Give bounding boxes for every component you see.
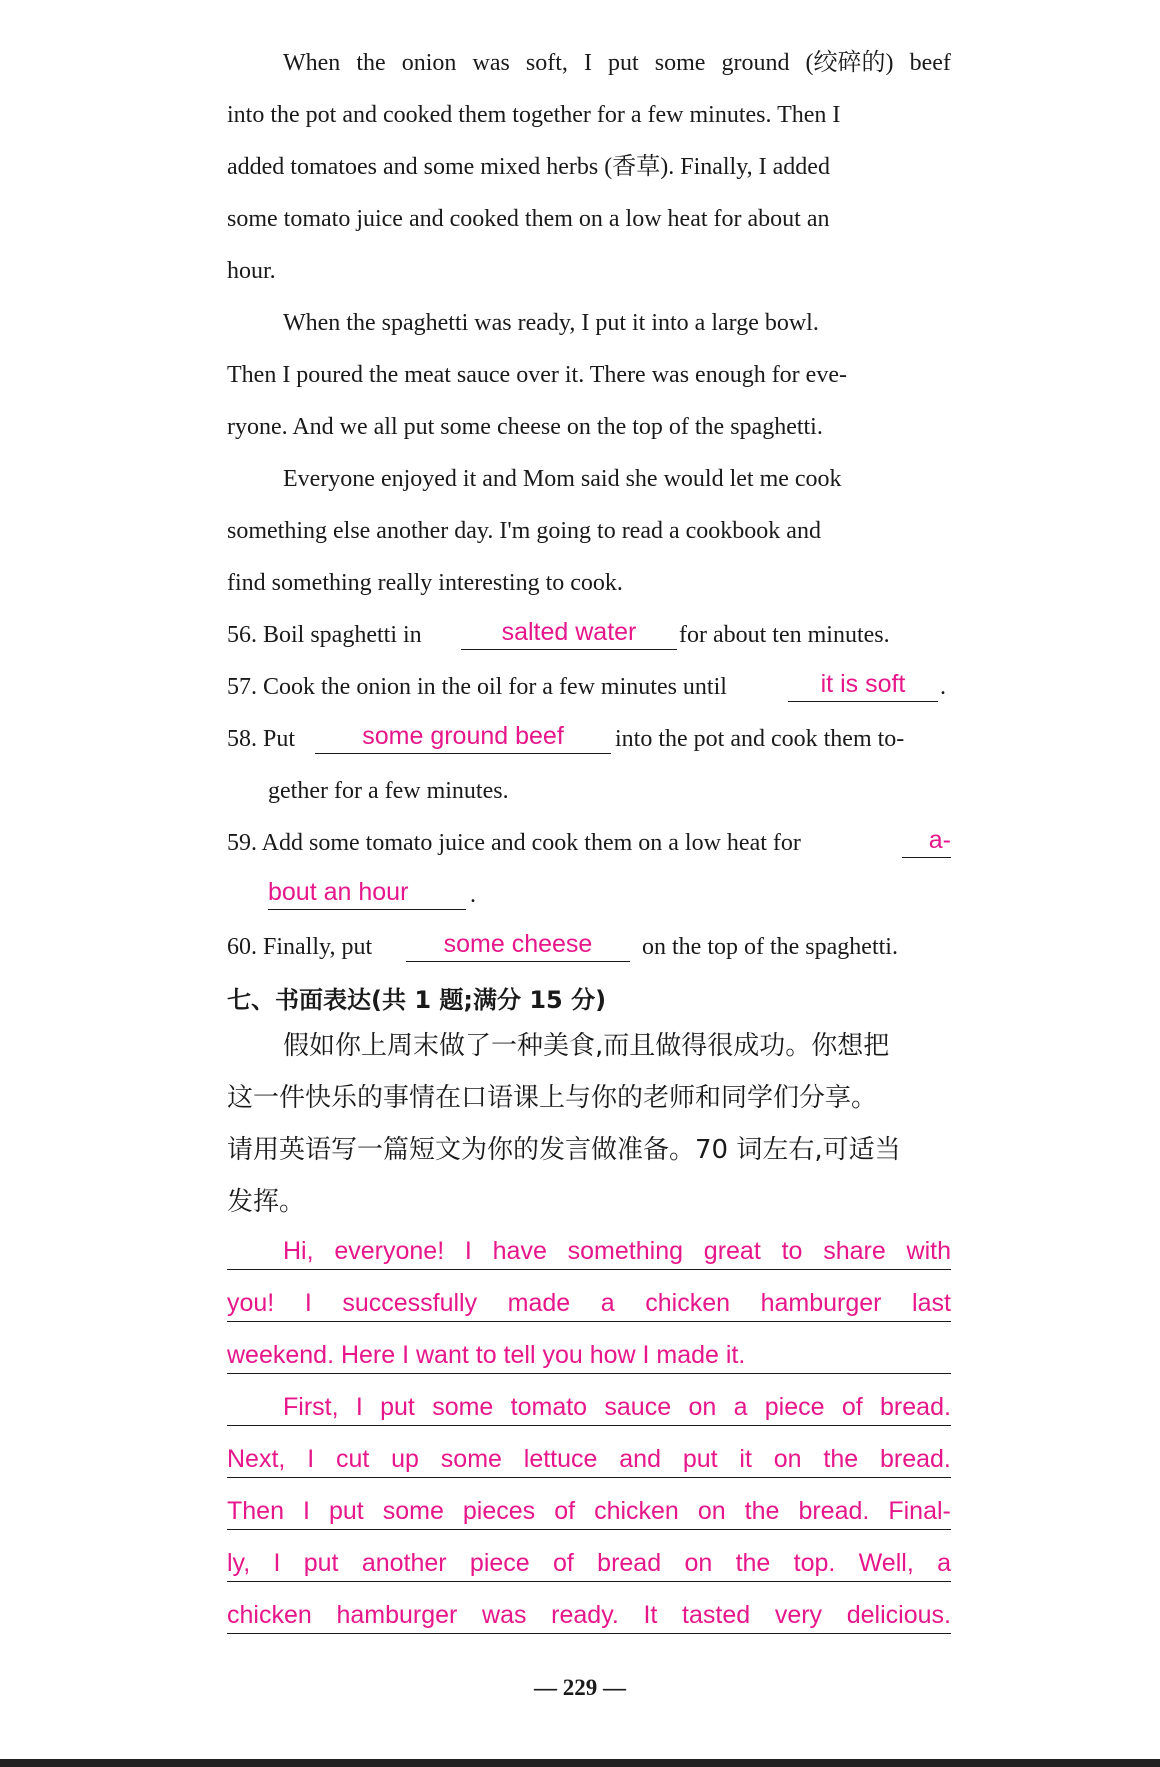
question-58-continuation: gether for a few minutes. [268, 778, 509, 804]
page-number: — 229 — [534, 1675, 626, 1700]
passage-line: Everyone enjoyed it and Mom said she would let me cook [283, 466, 842, 492]
question-59-tail: . [470, 882, 476, 908]
question-56-answer[interactable]: salted water [461, 617, 677, 650]
prompt-line: 这一件快乐的事情在口语课上与你的老师和同学们分享。 [227, 1083, 878, 1113]
passage-line: hour. [227, 258, 276, 284]
prompt-line: 发挥。 [227, 1187, 306, 1217]
question-59-answer-part1[interactable]: a- [902, 825, 951, 858]
passage-line: some tomato juice and cooked them on a low heat for about an [227, 206, 830, 232]
essay-answer-line[interactable]: Hi, everyone! I have something great to share with [227, 1235, 951, 1270]
question-56-tail: for about ten minutes. [679, 622, 890, 648]
passage-line: find something really interesting to cook. [227, 570, 623, 596]
section-heading: 七、书面表达(共 1 题;满分 15 分) [227, 986, 607, 1014]
essay-answer-line[interactable]: weekend. Here I want to tell you how I made it. [227, 1339, 951, 1374]
essay-answer-line[interactable]: Next, I cut up some lettuce and put it on the bread. [227, 1443, 951, 1478]
passage-line: When the spaghetti was ready, I put it into a large bowl. [283, 310, 819, 336]
question-58-tail: into the pot and cook them to- [615, 726, 905, 752]
essay-answer-line[interactable]: ly, I put another piece of bread on the top. Well, a [227, 1547, 951, 1582]
passage-line: something else another day. I'm going to read a cookbook and [227, 518, 821, 544]
passage-line: Then I poured the meat sauce over it. There was enough for eve- [227, 362, 847, 388]
question-59-text: 59. Add some tomato juice and cook them on a low heat for [227, 830, 801, 856]
question-58-answer[interactable]: some ground beef [315, 721, 611, 754]
passage-line: When the onion was soft, I put some ground (绞碎的) beef [283, 50, 951, 76]
bottom-edge-bar [0, 1759, 1160, 1767]
prompt-line: 请用英语写一篇短文为你的发言做准备。70 词左右,可适当 [227, 1135, 901, 1165]
essay-answer-line[interactable]: chicken hamburger was ready. It tasted very delicious. [227, 1599, 951, 1634]
question-57-answer[interactable]: it is soft [788, 669, 938, 702]
question-56-text: 56. Boil spaghetti in [227, 622, 422, 648]
question-57-tail: . [940, 674, 946, 700]
question-60-tail: on the top of the spaghetti. [642, 934, 898, 960]
essay-answer-line[interactable]: Then I put some pieces of chicken on the bread. Final- [227, 1495, 951, 1530]
question-60-text: 60. Finally, put [227, 934, 373, 960]
prompt-line: 假如你上周末做了一种美食,而且做得很成功。你想把 [283, 1031, 890, 1061]
passage-line: into the pot and cooked them together for a few minutes. Then I [227, 102, 841, 128]
question-59-answer-part2[interactable]: bout an hour [268, 877, 466, 910]
question-57-text: 57. Cook the onion in the oil for a few minutes until [227, 674, 727, 700]
passage-line: added tomatoes and some mixed herbs (香草). Finally, I added [227, 154, 830, 180]
essay-answer-line[interactable]: you! I successfully made a chicken hamburger last [227, 1287, 951, 1322]
question-60-answer[interactable]: some cheese [406, 929, 630, 962]
essay-answer-line[interactable]: First, I put some tomato sauce on a piece of bread. [227, 1391, 951, 1426]
passage-line: ryone. And we all put some cheese on the top of the spaghetti. [227, 414, 823, 440]
question-58-text: 58. Put [227, 726, 296, 752]
